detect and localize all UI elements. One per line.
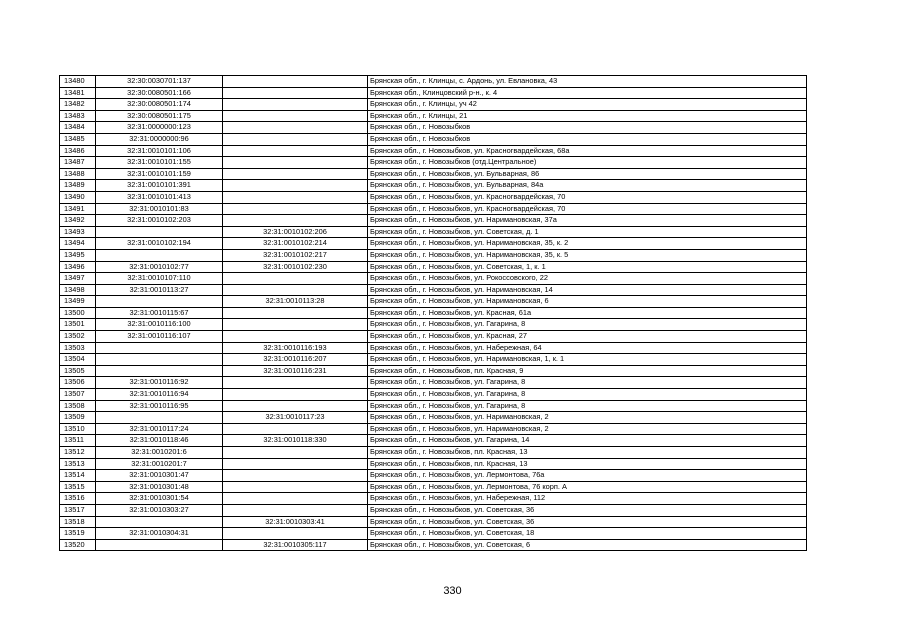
row-number-cell: 13483 — [60, 110, 96, 122]
address-cell: Брянская обл., г. Новозыбков, пл. Красная, 13 — [368, 458, 807, 470]
address-cell: Брянская обл., г. Новозыбков, ул. Гагарина, 8 — [368, 389, 807, 401]
row-number-cell: 13486 — [60, 145, 96, 157]
related-cadastral-number-cell — [223, 215, 368, 227]
cadastral-number-cell: 32:31:0010101:83 — [96, 203, 223, 215]
address-cell: Брянская обл., г. Новозыбков, ул. Красногвардейская, 68а — [368, 145, 807, 157]
table-row — [60, 76, 807, 88]
related-cadastral-number-cell: 32:31:0010303:41 — [223, 516, 368, 528]
table-row — [60, 493, 807, 505]
related-cadastral-number-cell: 32:31:0010102:230 — [223, 261, 368, 273]
cadastral-number-cell: 32:30:0080501:166 — [96, 87, 223, 99]
address-cell: Брянская обл., г. Новозыбков, ул. Набережная, 64 — [368, 342, 807, 354]
address-cell: Брянская обл., г. Новозыбков, ул. Гагарина, 8 — [368, 377, 807, 389]
table-row — [60, 365, 807, 377]
row-number-cell: 13512 — [60, 447, 96, 459]
cadastral-number-cell: 32:31:0010102:194 — [96, 238, 223, 250]
row-number-cell: 13488 — [60, 168, 96, 180]
cadastral-number-cell: 32:31:0010303:27 — [96, 504, 223, 516]
table-row — [60, 447, 807, 459]
cadastral-number-cell: 32:31:0010301:54 — [96, 493, 223, 505]
table-row — [60, 331, 807, 343]
address-cell: Брянская обл., г. Новозыбков, ул. Наримановская, 37а — [368, 215, 807, 227]
table-row — [60, 191, 807, 203]
row-number-cell: 13520 — [60, 539, 96, 551]
related-cadastral-number-cell — [223, 168, 368, 180]
related-cadastral-number-cell: 32:31:0010118:330 — [223, 435, 368, 447]
cadastral-number-cell: 32:31:0010101:413 — [96, 191, 223, 203]
address-cell: Брянская обл., г. Новозыбков, ул. Красногвардейская, 70 — [368, 191, 807, 203]
cadastral-number-cell — [96, 342, 223, 354]
address-cell: Брянская обл., г. Новозыбков, ул. Наримановская, 35, к. 2 — [368, 238, 807, 250]
row-number-cell: 13501 — [60, 319, 96, 331]
related-cadastral-number-cell — [223, 307, 368, 319]
cadastral-number-cell: 32:31:0010301:47 — [96, 470, 223, 482]
related-cadastral-number-cell — [223, 389, 368, 401]
table-row — [60, 528, 807, 540]
table-row — [60, 400, 807, 412]
row-number-cell: 13484 — [60, 122, 96, 134]
row-number-cell: 13480 — [60, 76, 96, 88]
cadastral-number-cell: 32:31:0010102:77 — [96, 261, 223, 273]
row-number-cell: 13482 — [60, 99, 96, 111]
table-row — [60, 261, 807, 273]
address-cell: Брянская обл., г. Новозыбков, ул. Наримановская, 35, к. 5 — [368, 249, 807, 261]
address-cell: Брянская обл., г. Новозыбков, ул. Советская, 36 — [368, 516, 807, 528]
table-row — [60, 319, 807, 331]
table-row — [60, 354, 807, 366]
address-cell: Брянская обл., г. Новозыбков, ул. Советская, 6 — [368, 539, 807, 551]
address-cell: Брянская обл., г. Новозыбков, ул. Красная, 61а — [368, 307, 807, 319]
table-row — [60, 458, 807, 470]
related-cadastral-number-cell — [223, 76, 368, 88]
related-cadastral-number-cell — [223, 87, 368, 99]
address-cell: Брянская обл., г. Новозыбков, ул. Советская, 36 — [368, 504, 807, 516]
table-row — [60, 249, 807, 261]
address-cell: Брянская обл., г. Клинцы, уч 42 — [368, 99, 807, 111]
address-cell: Брянская обл., г. Новозыбков, ул. Красногвардейская, 70 — [368, 203, 807, 215]
related-cadastral-number-cell — [223, 180, 368, 192]
related-cadastral-number-cell — [223, 157, 368, 169]
row-number-cell: 13503 — [60, 342, 96, 354]
table-row — [60, 110, 807, 122]
table-row — [60, 516, 807, 528]
address-cell: Брянская обл., г. Новозыбков, ул. Бульварная, 84а — [368, 180, 807, 192]
address-cell: Брянская обл., г. Новозыбков, ул. Наримановская, 14 — [368, 284, 807, 296]
cadastral-number-cell — [96, 226, 223, 238]
table-row — [60, 423, 807, 435]
row-number-cell: 13518 — [60, 516, 96, 528]
related-cadastral-number-cell: 32:31:0010102:214 — [223, 238, 368, 250]
address-cell: Брянская обл., г. Новозыбков, ул. Советская, 1, к. 1 — [368, 261, 807, 273]
cadastral-number-cell: 32:31:0010113:27 — [96, 284, 223, 296]
table-row — [60, 215, 807, 227]
related-cadastral-number-cell: 32:31:0010102:217 — [223, 249, 368, 261]
row-number-cell: 13493 — [60, 226, 96, 238]
related-cadastral-number-cell — [223, 191, 368, 203]
table-row — [60, 238, 807, 250]
address-cell: Брянская обл., г. Новозыбков, ул. Наримановская, 1, к. 1 — [368, 354, 807, 366]
cadastral-number-cell: 32:31:0010117:24 — [96, 423, 223, 435]
row-number-cell: 13504 — [60, 354, 96, 366]
row-number-cell: 13491 — [60, 203, 96, 215]
address-cell: Брянская обл., г. Новозыбков, ул. Набережная, 112 — [368, 493, 807, 505]
row-number-cell: 13481 — [60, 87, 96, 99]
related-cadastral-number-cell — [223, 122, 368, 134]
table-row — [60, 99, 807, 111]
table-row — [60, 481, 807, 493]
address-cell: Брянская обл., г. Новозыбков, ул. Рокоссовского, 22 — [368, 273, 807, 285]
row-number-cell: 13509 — [60, 412, 96, 424]
related-cadastral-number-cell — [223, 110, 368, 122]
row-number-cell: 13485 — [60, 133, 96, 145]
table-row — [60, 539, 807, 551]
row-number-cell: 13505 — [60, 365, 96, 377]
address-cell: Брянская обл., Клинцовский р-н., к. 4 — [368, 87, 807, 99]
table-row — [60, 87, 807, 99]
address-cell: Брянская обл., г. Новозыбков, ул. Лермонтова, 76а — [368, 470, 807, 482]
related-cadastral-number-cell: 32:31:0010305:117 — [223, 539, 368, 551]
cadastral-number-cell — [96, 296, 223, 308]
cadastral-number-cell: 32:31:0010102:203 — [96, 215, 223, 227]
row-number-cell: 13516 — [60, 493, 96, 505]
address-cell: Брянская обл., г. Новозыбков, ул. Советская, д. 1 — [368, 226, 807, 238]
related-cadastral-number-cell — [223, 400, 368, 412]
table-row — [60, 180, 807, 192]
cadastral-number-cell — [96, 354, 223, 366]
related-cadastral-number-cell — [223, 528, 368, 540]
address-cell: Брянская обл., г. Новозыбков, ул. Гагарина, 14 — [368, 435, 807, 447]
row-number-cell: 13498 — [60, 284, 96, 296]
related-cadastral-number-cell — [223, 493, 368, 505]
address-cell: Брянская обл., г. Новозыбков (отд.Центральное) — [368, 157, 807, 169]
cadastral-number-cell — [96, 365, 223, 377]
related-cadastral-number-cell — [223, 273, 368, 285]
row-number-cell: 13519 — [60, 528, 96, 540]
cadastral-number-cell: 32:31:0010116:95 — [96, 400, 223, 412]
cadastral-number-cell: 32:31:0010116:92 — [96, 377, 223, 389]
address-cell: Брянская обл., г. Новозыбков — [368, 133, 807, 145]
table-row — [60, 168, 807, 180]
related-cadastral-number-cell — [223, 203, 368, 215]
row-number-cell: 13517 — [60, 504, 96, 516]
table-row — [60, 226, 807, 238]
table-row — [60, 435, 807, 447]
table-row — [60, 273, 807, 285]
cadastral-number-cell: 32:31:0010201:7 — [96, 458, 223, 470]
related-cadastral-number-cell: 32:31:0010113:28 — [223, 296, 368, 308]
row-number-cell: 13502 — [60, 331, 96, 343]
related-cadastral-number-cell: 32:31:0010116:207 — [223, 354, 368, 366]
row-number-cell: 13490 — [60, 191, 96, 203]
table-row — [60, 504, 807, 516]
cadastral-number-cell — [96, 249, 223, 261]
cadastral-number-cell: 32:31:0010101:159 — [96, 168, 223, 180]
related-cadastral-number-cell — [223, 331, 368, 343]
row-number-cell: 13496 — [60, 261, 96, 273]
page-number: 330 — [443, 585, 462, 597]
cadastral-number-cell: 32:31:0010118:46 — [96, 435, 223, 447]
cadastral-number-cell: 32:30:0080501:175 — [96, 110, 223, 122]
related-cadastral-number-cell — [223, 145, 368, 157]
address-cell: Брянская обл., г. Новозыбков, ул. Наримановская, 2 — [368, 412, 807, 424]
row-number-cell: 13515 — [60, 481, 96, 493]
cadastral-number-cell: 32:31:0000000:123 — [96, 122, 223, 134]
address-cell: Брянская обл., г. Новозыбков, ул. Лермонтова, 76 корп. А — [368, 481, 807, 493]
cadastral-number-cell: 32:31:0010116:107 — [96, 331, 223, 343]
table-row — [60, 412, 807, 424]
related-cadastral-number-cell — [223, 470, 368, 482]
address-cell: Брянская обл., г. Новозыбков, ул. Наримановская, 2 — [368, 423, 807, 435]
address-cell: Брянская обл., г. Новозыбков, ул. Гагарина, 8 — [368, 319, 807, 331]
address-cell: Брянская обл., г. Новозыбков, ул. Гагарина, 8 — [368, 400, 807, 412]
table-row — [60, 203, 807, 215]
row-number-cell: 13500 — [60, 307, 96, 319]
related-cadastral-number-cell — [223, 377, 368, 389]
cadastral-number-cell: 32:31:0010101:155 — [96, 157, 223, 169]
address-cell: Брянская обл., г. Новозыбков, пл. Красная, 13 — [368, 447, 807, 459]
cadastral-number-cell: 32:31:0010107:110 — [96, 273, 223, 285]
address-cell: Брянская обл., г. Новозыбков — [368, 122, 807, 134]
row-number-cell: 13507 — [60, 389, 96, 401]
cadastral-number-cell: 32:31:0010116:94 — [96, 389, 223, 401]
cadastral-number-cell — [96, 412, 223, 424]
row-number-cell: 13510 — [60, 423, 96, 435]
cadastral-number-cell — [96, 516, 223, 528]
table-row — [60, 389, 807, 401]
row-number-cell: 13492 — [60, 215, 96, 227]
table-row — [60, 284, 807, 296]
table-row — [60, 307, 807, 319]
row-number-cell: 13487 — [60, 157, 96, 169]
row-number-cell: 13497 — [60, 273, 96, 285]
address-cell: Брянская обл., г. Новозыбков, ул. Красная, 27 — [368, 331, 807, 343]
address-cell: Брянская обл., г. Клинцы, 21 — [368, 110, 807, 122]
related-cadastral-number-cell: 32:31:0010116:193 — [223, 342, 368, 354]
row-number-cell: 13495 — [60, 249, 96, 261]
related-cadastral-number-cell: 32:31:0010102:206 — [223, 226, 368, 238]
table-row — [60, 296, 807, 308]
cadastral-number-cell: 32:31:0010116:100 — [96, 319, 223, 331]
cadastral-number-cell: 32:30:0080501:174 — [96, 99, 223, 111]
table-row — [60, 157, 807, 169]
related-cadastral-number-cell — [223, 99, 368, 111]
related-cadastral-number-cell — [223, 458, 368, 470]
related-cadastral-number-cell — [223, 319, 368, 331]
row-number-cell: 13513 — [60, 458, 96, 470]
table-row — [60, 122, 807, 134]
table-row — [60, 342, 807, 354]
related-cadastral-number-cell — [223, 284, 368, 296]
address-cell: Брянская обл., г. Новозыбков, пл. Красная, 9 — [368, 365, 807, 377]
row-number-cell: 13494 — [60, 238, 96, 250]
row-number-cell: 13514 — [60, 470, 96, 482]
cadastral-number-cell: 32:31:0010301:48 — [96, 481, 223, 493]
related-cadastral-number-cell — [223, 481, 368, 493]
related-cadastral-number-cell — [223, 504, 368, 516]
address-cell: Брянская обл., г. Клинцы, с. Ардонь, ул. Евлановка, 43 — [368, 76, 807, 88]
row-number-cell: 13499 — [60, 296, 96, 308]
cadastral-number-cell: 32:31:0010304:31 — [96, 528, 223, 540]
related-cadastral-number-cell — [223, 423, 368, 435]
table-row — [60, 470, 807, 482]
cadastral-number-cell: 32:31:0010101:391 — [96, 180, 223, 192]
address-cell: Брянская обл., г. Новозыбков, ул. Советская, 18 — [368, 528, 807, 540]
register-body — [60, 76, 807, 551]
related-cadastral-number-cell — [223, 133, 368, 145]
address-cell: Брянская обл., г. Новозыбков, ул. Бульварная, 86 — [368, 168, 807, 180]
row-number-cell: 13489 — [60, 180, 96, 192]
related-cadastral-number-cell — [223, 447, 368, 459]
cadastral-number-cell: 32:31:0000000:96 — [96, 133, 223, 145]
row-number-cell: 13506 — [60, 377, 96, 389]
related-cadastral-number-cell: 32:31:0010116:231 — [223, 365, 368, 377]
cadastral-number-cell: 32:31:0010201:6 — [96, 447, 223, 459]
row-number-cell: 13511 — [60, 435, 96, 447]
table-row — [60, 145, 807, 157]
register-table — [59, 75, 807, 551]
cadastral-number-cell: 32:31:0010115:67 — [96, 307, 223, 319]
cadastral-number-cell — [96, 539, 223, 551]
cadastral-number-cell: 32:31:0010101:106 — [96, 145, 223, 157]
table-row — [60, 133, 807, 145]
row-number-cell: 13508 — [60, 400, 96, 412]
table-row — [60, 377, 807, 389]
address-cell: Брянская обл., г. Новозыбков, ул. Наримановская, 6 — [368, 296, 807, 308]
cadastral-number-cell: 32:30:0030701:137 — [96, 76, 223, 88]
related-cadastral-number-cell: 32:31:0010117:23 — [223, 412, 368, 424]
